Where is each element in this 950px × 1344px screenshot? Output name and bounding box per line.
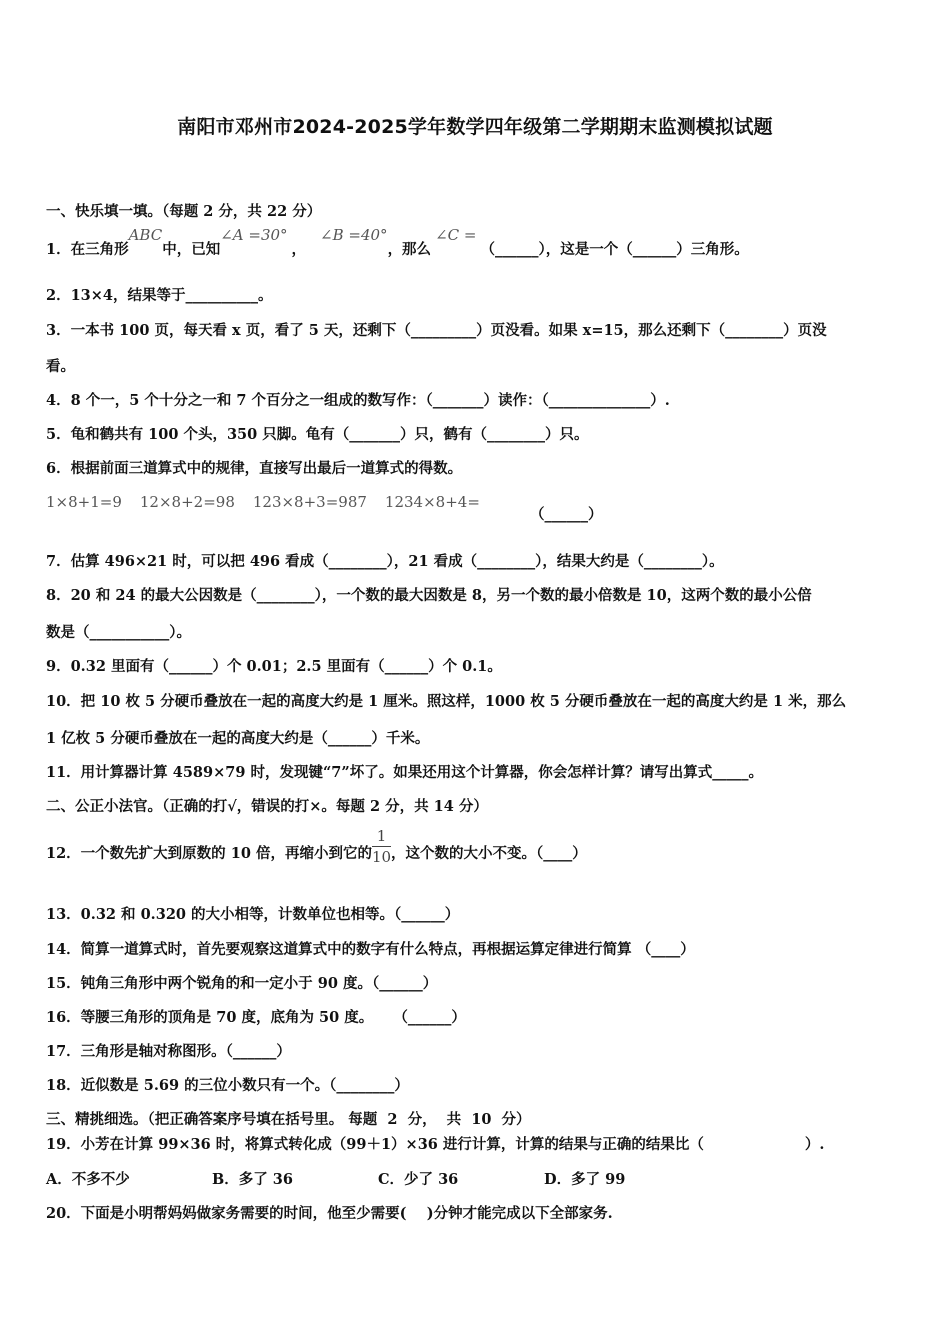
q6-eq1: 1×8+1=9 <box>46 493 122 511</box>
q6-eq3: 123×8+3=987 <box>252 493 367 511</box>
q1-pre: 1．在三角形 <box>46 241 129 258</box>
question-19: 19．小芳在计算 99×36 时，将算式转化成（99＋1）×36 进行计算，计算的结果与正确的结果比（ ）. <box>46 1136 825 1153</box>
question-10-line2: 1 亿枚 5 分硬币叠放在一起的高度大约是（______）千米。 <box>46 730 430 747</box>
question-4: 4．8 个一，5 个十分之一和 7 个百分之一组成的数写作：（_______）读作：（______________）. <box>46 392 670 409</box>
question-13: 13．0.32 和 0.320 的大小相等，计数单位也相等。（______） <box>46 906 460 923</box>
q19-option-d: D．多了 99 <box>544 1171 626 1188</box>
question-18: 18．近似数是 5.69 的三位小数只有一个。（________） <box>46 1077 409 1094</box>
q12-pre: 12．一个数先扩大到原数的 10 倍，再缩小到它的 <box>46 845 372 862</box>
q1-post: （______），这是一个（______）三角形。 <box>480 241 749 258</box>
page-title: 南阳市邓州市2024-2025学年数学四年级第二学期期末监测模拟试题 <box>177 116 773 138</box>
question-10-line1: 10．把 10 枚 5 分硬币叠放在一起的高度大约是 1 厘米。照这样，1000 枚 5 分硬币叠放在一起的高度大约是 1 米，那么 <box>46 693 847 710</box>
question-19-options <box>46 1170 904 1190</box>
q1-comma: ， <box>291 241 307 258</box>
question-5: 5．龟和鹤共有 100 个头，350 只脚。龟有（_______）只，鹤有（________）只。 <box>46 426 589 443</box>
q19-option-a: A．不多不少 <box>46 1171 130 1188</box>
q6-eq2: 12×8+2=98 <box>139 493 235 511</box>
q1-mid2: ，那么 <box>387 241 432 258</box>
q6-eq4: 1234×8+4= <box>384 493 480 511</box>
q1-angle-c: ∠C = <box>435 226 477 244</box>
question-12 <box>46 826 904 876</box>
question-6: 6．根据前面三道算式中的规律，直接写出最后一道算式的得数。 <box>46 460 463 477</box>
question-1 <box>46 226 904 260</box>
q19-option-c: C．少了 36 <box>378 1171 459 1188</box>
question-15: 15．钝角三角形中两个锐角的和一定小于 90 度。（______） <box>46 975 438 992</box>
q12-denominator: 10 <box>371 847 392 866</box>
section-3-heading: 三、精挑细选。（把正确答案序号填在括号里。 每题 2 分， 共 10 分） <box>46 1111 531 1128</box>
question-9: 9．0.32 里面有（______）个 0.01；2.5 里面有（______）个 0.1。 <box>46 658 502 675</box>
question-20: 20．下面是小明帮妈妈做家务需要的时间，他至少需要( )分钟才能完成以下全部家务. <box>46 1205 613 1222</box>
question-8-line1: 8．20 和 24 的最大公因数是（________），一个数的最大因数是 8，另一个数的最小倍数是 10，这两个数的最小公倍 <box>46 587 812 604</box>
q1-angle-b: ∠B =40° <box>320 226 388 244</box>
q1-angle-a: ∠A =30° <box>220 226 288 244</box>
question-8-line2: 数是（___________）。 <box>46 624 191 641</box>
question-3-line2: 看。 <box>46 358 75 375</box>
question-3-line1: 3．一本书 100 页，每天看 x 页，看了 5 天，还剩下（_________）页没看。如果 x=15，那么还剩下（________）页没 <box>46 322 827 339</box>
question-11: 11．用计算器计算 4589×79 时，发现键“7”坏了。如果还用这个计算器，你会怎样计算？请写出算式_____。 <box>46 764 763 781</box>
question-16: 16．等腰三角形的顶角是 70 度，底角为 50 度。 （______） <box>46 1009 466 1026</box>
section-1-heading: 一、快乐填一填。（每题 2 分，共 22 分） <box>46 203 322 220</box>
q1-abc: ABC <box>128 226 163 244</box>
q12-post: ，这个数的大小不变。（____） <box>391 845 587 862</box>
question-7: 7．估算 496×21 时，可以把 496 看成（________），21 看成（________），结果大约是（________）。 <box>46 553 724 570</box>
question-14: 14．简算一道算式时，首先要观察这道算式中的数字有什么特点，再根据运算定律进行简算 （____） <box>46 941 695 958</box>
section-2-heading: 二、公正小法官。（正确的打√，错误的打×。每题 2 分，共 14 分） <box>46 798 488 815</box>
q1-mid1: 中，已知 <box>162 241 221 258</box>
q12-numerator: 1 <box>372 826 391 847</box>
question-6-equations <box>46 492 904 513</box>
q12-fraction <box>372 826 391 867</box>
question-2: 2．13×4，结果等于__________。 <box>46 287 273 304</box>
question-17: 17．三角形是轴对称图形。（______） <box>46 1043 291 1060</box>
q6-blank: （______） <box>530 506 603 523</box>
q19-option-b: B．多了 36 <box>212 1171 293 1188</box>
